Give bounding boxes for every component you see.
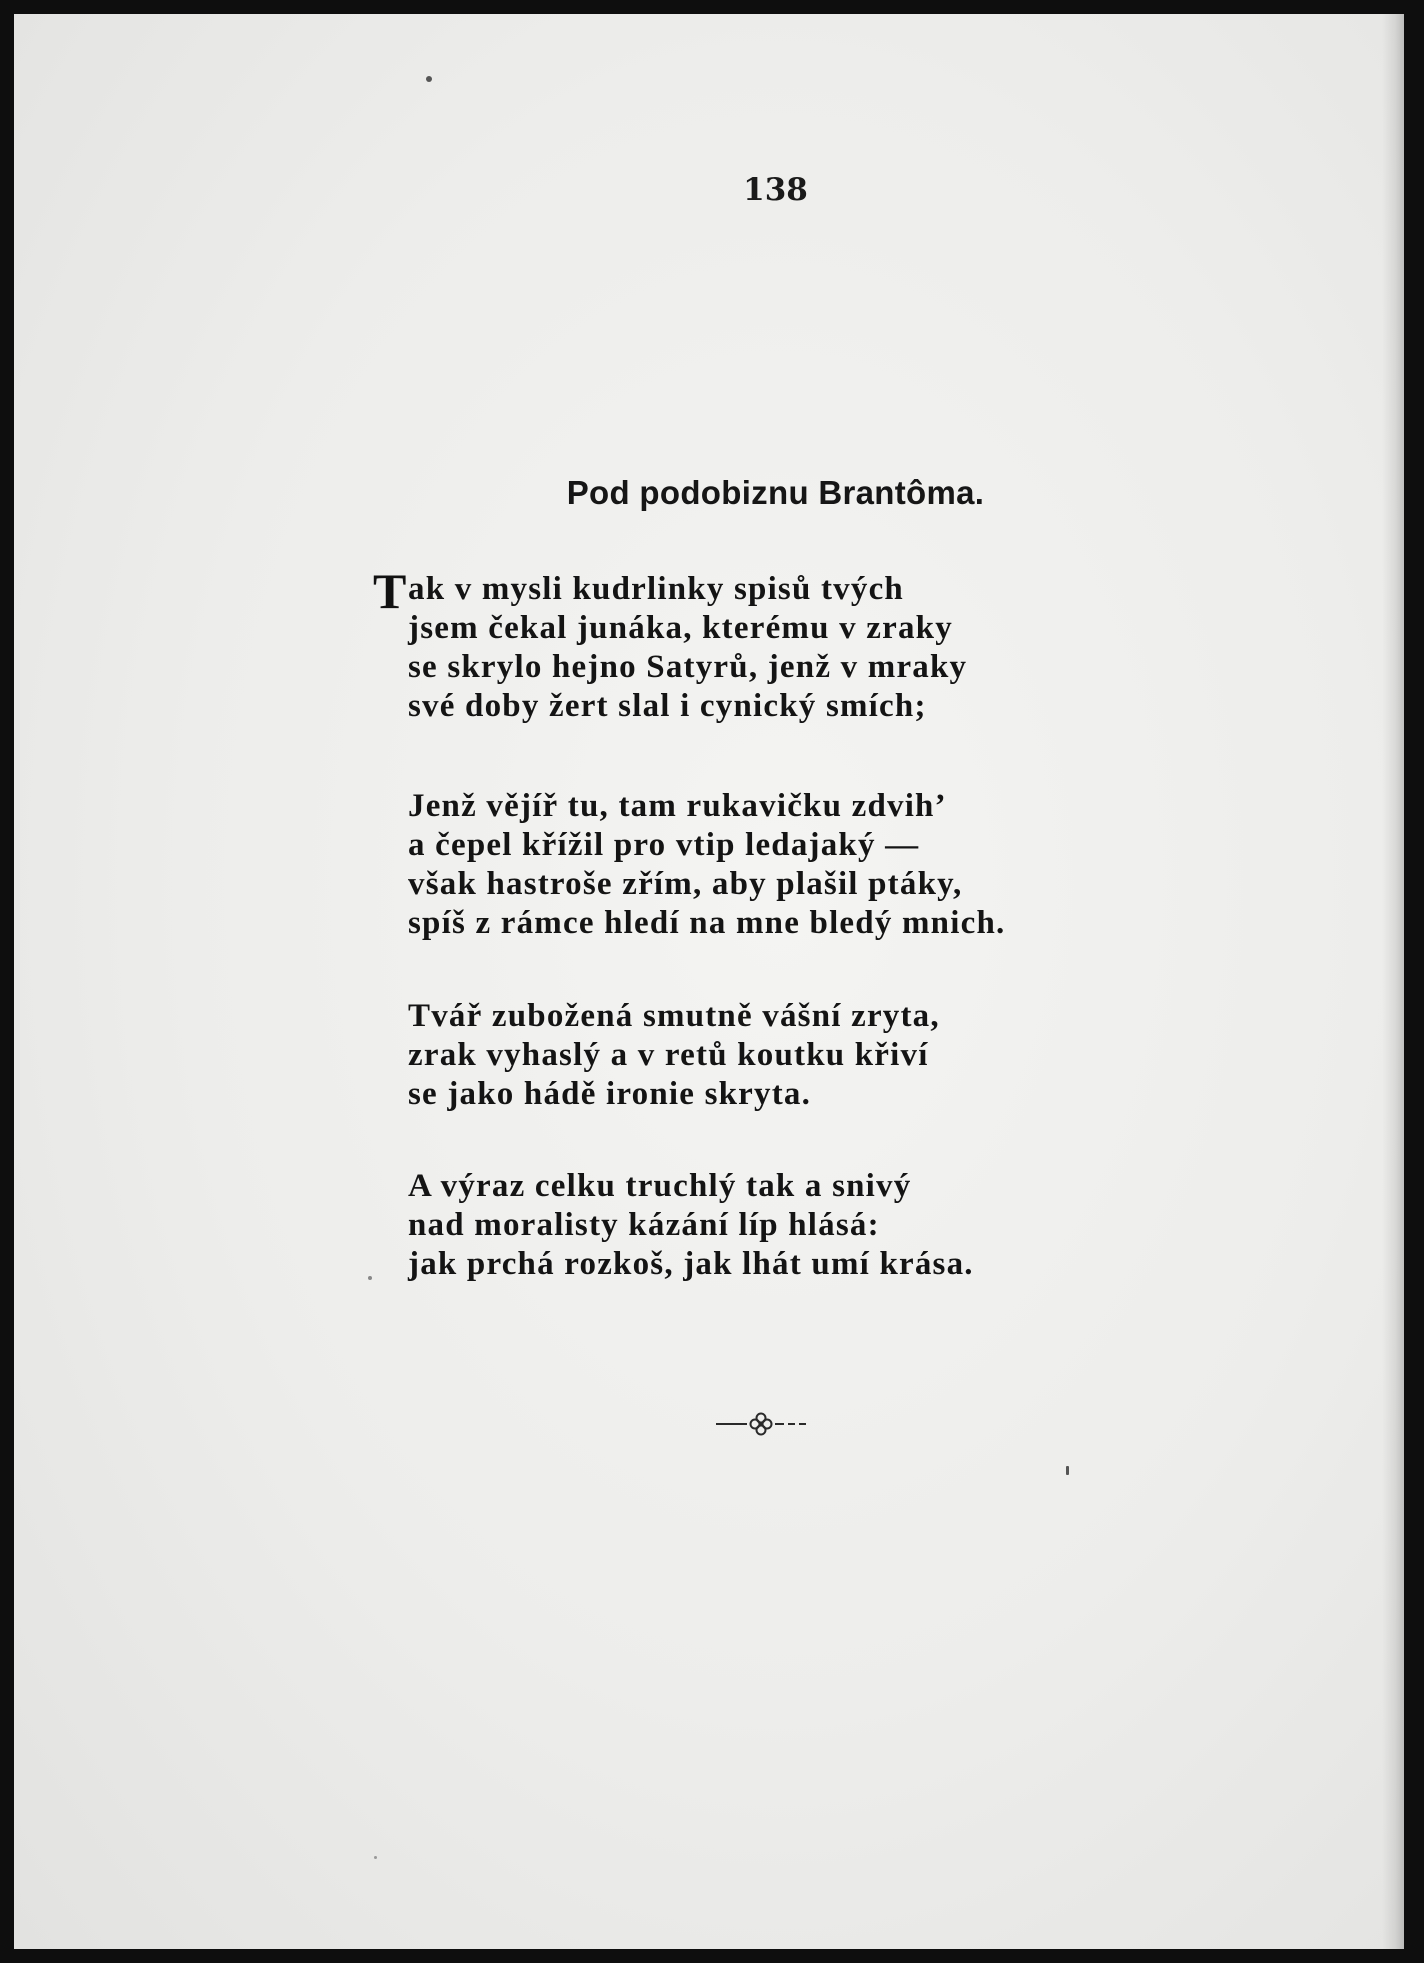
poem-line: však hastroše zřím, aby plašil ptáky, xyxy=(408,866,963,902)
poem-line: A výraz celku truchlý tak a snivý xyxy=(408,1168,912,1204)
poem-line: se skrylo hejno Satyrů, jenž v mraky xyxy=(408,649,968,685)
scan-speck xyxy=(368,1276,372,1280)
drop-cap: T xyxy=(373,563,408,619)
page-number: 138 xyxy=(743,172,808,208)
poem-title: Pod podobiznu Brantôma. xyxy=(566,474,985,511)
poem-line-text: ak v mysli kudrlinky spisů tvých xyxy=(408,571,904,607)
scan-speck xyxy=(426,76,432,82)
poem-line: své doby žert slal i cynický smích; xyxy=(408,688,927,724)
stanza-1 xyxy=(373,563,968,726)
scanned-page xyxy=(14,14,1404,1949)
page-edge-shadow xyxy=(1382,14,1404,1949)
stanza-3 xyxy=(408,997,940,1114)
stanza-2 xyxy=(408,787,1005,943)
scan-speck xyxy=(1066,1466,1069,1475)
poem-line: zrak vyhaslý a v retů koutku křiví xyxy=(408,1037,929,1073)
poem-line: jsem čekal junáka, kterému v zraky xyxy=(408,610,953,646)
stanza-4 xyxy=(408,1167,974,1284)
poem-line: jak prchá rozkoš, jak lhát umí krása. xyxy=(408,1246,974,1282)
scan-speck xyxy=(374,1856,377,1859)
poem-line: nad moralisty kázání líp hlásá: xyxy=(408,1207,880,1243)
poem-line: Jenž vějíř tu, tam rukavičku zdvih’ xyxy=(408,788,947,824)
poem-line: a čepel křížil pro vtip ledajaký — xyxy=(408,827,920,863)
poem-line: spíš z rámce hledí na mne bledý mnich. xyxy=(408,905,1006,941)
poem-line xyxy=(373,563,967,619)
fleuron-ornament-icon xyxy=(714,1409,809,1439)
poem-line: se jako hádě ironie skryta. xyxy=(408,1076,812,1112)
poem-line: Tvář zubožená smutně vášní zryta, xyxy=(408,998,940,1034)
